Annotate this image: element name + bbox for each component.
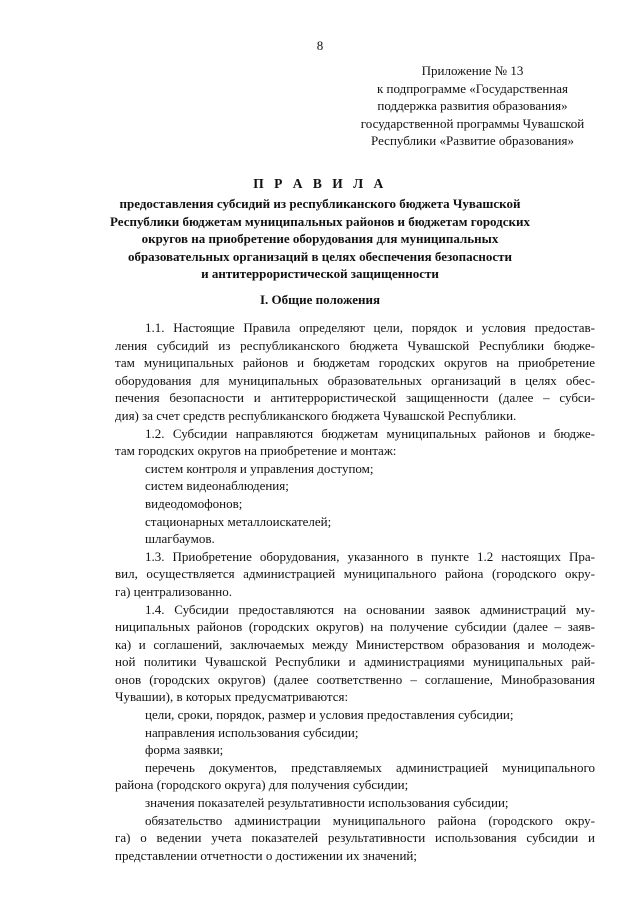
- appendix-line: поддержка развития образования»: [377, 98, 568, 113]
- text-line: представлении отчетности о достижении их значений;: [115, 847, 417, 863]
- text-line: там городских округов на приобретение и монтаж:: [115, 443, 397, 459]
- text-line: ниципальных районов (городских округов) на получение субсидии (далее – заяв-: [115, 619, 595, 635]
- text-line: ной политики Чувашской Республики и администрациями муниципальных рай-: [115, 654, 595, 670]
- appendix-line: Приложение № 13: [421, 63, 524, 78]
- text-line: вил, осуществляется администрацией муниципального района (городского окру-: [115, 566, 595, 582]
- text-line: шлагбаумов.: [145, 531, 215, 547]
- text-line: га) о ведении учета показателей результативности использования субсидии и: [115, 830, 595, 846]
- text-line: дия) за счет средств республиканского бюджета Чувашской Республики.: [115, 407, 517, 423]
- text-line: видеодомофонов;: [145, 495, 243, 511]
- text-line: Чувашии), в которых предусматриваются:: [115, 689, 349, 705]
- document-subtitle: [105, 195, 535, 283]
- text-line: форма заявки;: [145, 742, 224, 758]
- appendix-line: Республики «Развитие образования»: [371, 133, 574, 148]
- text-line: там муниципальных районов и бюджетам городских округов на приобретение: [115, 355, 595, 371]
- appendix-line: к подпрограмме «Государственная: [376, 80, 569, 96]
- section-heading: I. Общие положения: [260, 292, 380, 307]
- subtitle-line: округов на приобретение оборудования для муниципальных: [141, 231, 499, 247]
- subtitle-line: Республики бюджетам муниципальных районов и бюджетам городских: [110, 213, 530, 229]
- text-line: систем видеонаблюдения;: [145, 478, 289, 494]
- text-line: систем контроля и управления доступом;: [145, 460, 374, 476]
- text-line: ления субсидий из республиканского бюджета Чувашской Республики бюдже-: [115, 337, 595, 353]
- subtitle-line: предоставления субсидий из республиканского бюджета Чувашской: [119, 196, 521, 211]
- text-line: 1.2. Субсидии направляются бюджетам муниципальных районов и бюдже-: [145, 425, 595, 441]
- text-line: обязательство администрации муниципального района (городского окру-: [145, 812, 595, 828]
- document-title: П Р А В И Л А: [253, 176, 387, 191]
- text-line: направления использования субсидии;: [145, 724, 359, 740]
- text-line: района (городского округа) для получения субсидии;: [115, 777, 409, 793]
- text-line: стационарных металлоискателей;: [145, 513, 332, 529]
- text-line: ка) и соглашений, заключаемых между Министерством образования и молодеж-: [115, 636, 595, 652]
- text-line: значения показателей результативности использования субсидии;: [145, 795, 509, 811]
- subtitle-line: и антитеррористической защищенности: [201, 266, 439, 282]
- body-text: [115, 319, 595, 864]
- subtitle-line: образовательных организаций в целях обеспечения безопасности: [127, 248, 513, 264]
- text-line: цели, сроки, порядок, размер и условия предоставления субсидии;: [145, 707, 514, 723]
- text-line: оборудования для муниципальных образовательных организаций в целях обес-: [115, 372, 595, 388]
- text-line: перечень документов, представляемых администрацией муниципального: [145, 759, 595, 775]
- text-line: печения безопасности и антитеррористической защищенности (далее – субси-: [115, 390, 595, 406]
- text-line: 1.4. Субсидии предоставляются на основании заявок администраций му-: [145, 601, 595, 617]
- text-line: онов (городских округов) (далее соответственно – соглашение, Минобразования: [115, 671, 595, 687]
- page-number: 8: [316, 38, 324, 53]
- appendix-line: государственной программы Чувашской: [360, 115, 585, 131]
- text-line: 1.3. Приобретение оборудования, указанного в пункте 1.2 настоящих Пра-: [145, 548, 595, 564]
- text-line: га) централизованно.: [115, 583, 232, 599]
- text-line: 1.1. Настоящие Правила определяют цели, порядок и условия предостав-: [145, 320, 595, 335]
- appendix-note: [345, 62, 600, 150]
